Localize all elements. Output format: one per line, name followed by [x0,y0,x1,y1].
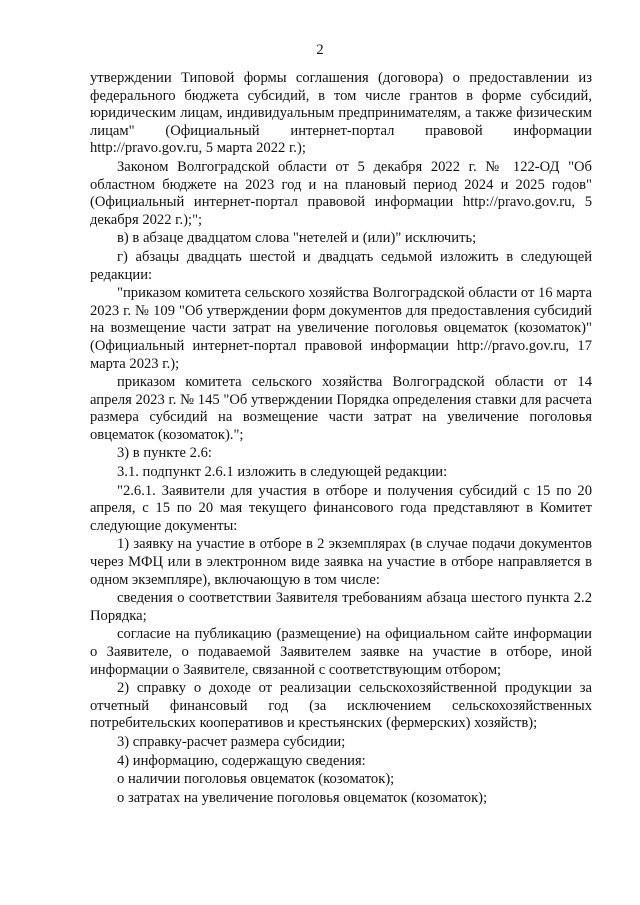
page-number: 2 [316,42,324,58]
paragraph: "приказом комитета сельского хозяйства Волгоградской области от 16 марта 2023 г. № 109 "Об утверждении форм документов для предоставления субсидий на возмещение части затрат на увеличение поголовья овцематок (козоматок)" (Официальный интернет-портал правовой информации http://pravo.gov.ru, 17 марта 2023 г.); [90,285,592,372]
paragraph: согласие на публикацию (размещение) на официальном сайте информации о Заявителе, о подаваемой Заявителем заявке на участие в отборе, иной информации о Заявителе, связанной с соответствующим отбором; [90,626,592,678]
paragraph: "2.6.1. Заявители для участия в отборе и получения субсидий с 15 по 20 апреля, с 15 по 20 мая текущего финансового года представляют в Комитет следующие документы: [90,482,592,534]
paragraph: о затратах на увеличение поголовья овцематок (козоматок); [117,789,488,806]
paragraph: в) в абзаце двадцатом слова "нетелей и (или)" исключить; [117,230,477,247]
paragraph: 2) справку о доходе от реализации сельскохозяйственной продукции за отчетный финансовый год (за исключением сельскохозяйственных потребительских кооперативов и крестьянских (фермерских) хозяйств); [90,680,592,732]
paragraph: о наличии поголовья овцематок (козоматок); [117,771,395,788]
paragraph: 3) в пункте 2.6: [117,445,212,462]
paragraph: 1) заявку на участие в отборе в 2 экземплярах (в случае подачи документов через МФЦ или в электронном виде заявка на участие в отборе направляется в одном экземпляре), включающую в том числе: [90,536,592,588]
paragraph: 3.1. подпункт 2.6.1 изложить в следующей редакции: [117,464,448,481]
paragraph: утверждении Типовой формы соглашения (договора) о предоставлении из федерального бюджета субсидий, в том числе грантов в форме субсидий, юридическим лицам, индивидуальным предпринимателям, а также физическим лицам" (Официальный интернет-портал правовой информации http://pravo.gov.ru, 5 марта 2022 г.); [90,70,592,157]
paragraph: Законом Волгоградской области от 5 декабря 2022 г. № 122-ОД "Об областном бюджете на 2023 год и на плановый период 2024 и 2025 годов" (Официальный интернет-портал правовой информации http://pravo.gov.ru, 5 декабря 2022 г.);"; [90,158,592,228]
paragraph: 4) информацию, содержащую сведения: [117,752,366,769]
document-body [90,70,592,808]
paragraph: 3) справку-расчет размера субсидии; [117,733,346,750]
paragraph: сведения о соответствии Заявителя требованиям абзаца шестого пункта 2.2 Порядка; [90,590,592,624]
paragraph: г) абзацы двадцать шестой и двадцать седьмой изложить в следующей редакции: [90,248,592,283]
paragraph: приказом комитета сельского хозяйства Волгоградской области от 14 апреля 2023 г. № 145 "Об утверждении Порядка определения ставки для расчета размера субсидий на возмещение части затрат на увеличение поголовья овцематок (козоматок)."; [90,374,592,443]
